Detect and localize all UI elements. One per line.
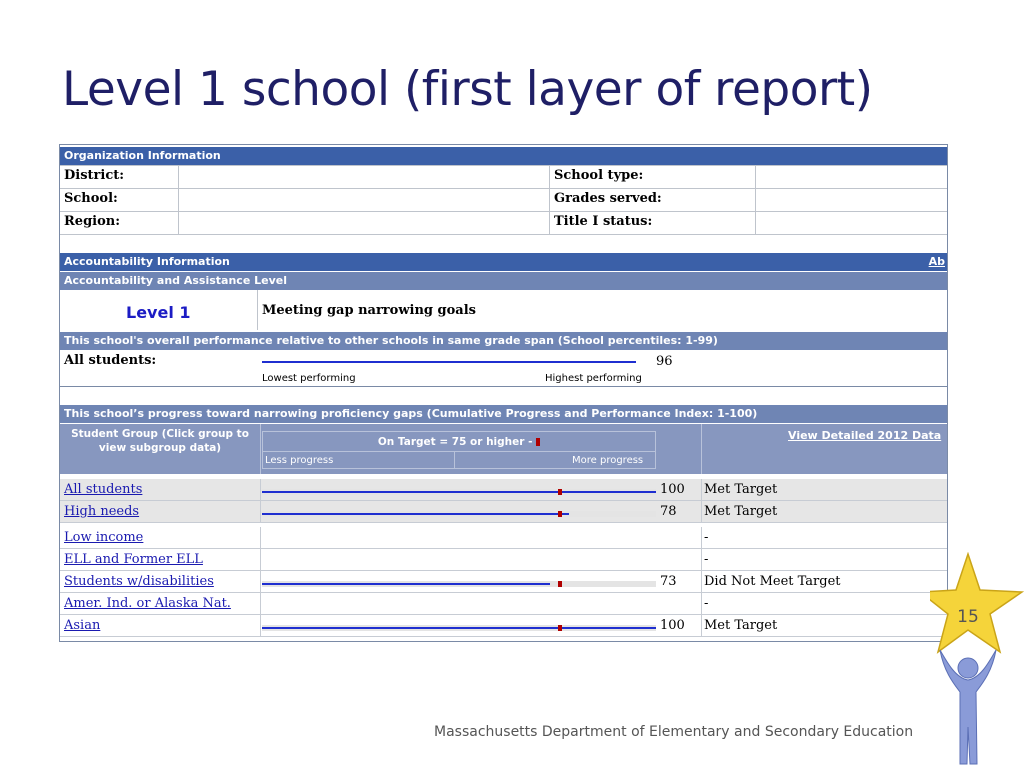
performance-value: 96 — [656, 354, 673, 369]
footer: Massachusetts Department of Elementary and Secondary Education — [434, 724, 914, 740]
district-label: District: — [64, 168, 125, 183]
school-label: School: — [64, 191, 118, 206]
progress-bar-track — [262, 489, 656, 495]
target-marker — [558, 581, 562, 587]
performance-header: This school's overall performance relative to other schools in same grade span (School percentiles: 1-99) — [60, 332, 947, 350]
progress-bar-track — [262, 511, 656, 517]
org-info-header: Organization Information — [60, 147, 947, 165]
student-group-link[interactable]: Asian — [64, 618, 101, 633]
accountability-level-header: Accountability and Assistance Level — [60, 272, 947, 290]
progress-bar-fill — [262, 583, 550, 585]
school-type-label: School type: — [554, 168, 644, 183]
progress-header: This school’s progress toward narrowing proficiency gaps (Cumulative Progress and Performance Index: 1-100) — [60, 405, 947, 423]
on-target-label: On Target = 75 or higher - — [262, 435, 656, 449]
target-marker — [558, 489, 562, 495]
table-row — [60, 593, 947, 615]
star-figure-logo — [930, 552, 1024, 768]
about-link[interactable]: Ab — [928, 255, 945, 268]
progress-bar-track — [262, 581, 656, 587]
table-row — [60, 479, 947, 501]
table-row — [60, 549, 947, 571]
highest-performing-label: Highest performing — [545, 373, 642, 384]
title-i-status-label: Title I status: — [554, 214, 653, 229]
table-row — [60, 615, 947, 637]
target-marker-legend — [536, 438, 540, 446]
target-status: - — [704, 552, 709, 567]
target-marker — [558, 511, 562, 517]
target-status: Did Not Meet Target — [704, 574, 841, 589]
less-progress-label: Less progress — [265, 455, 334, 466]
progress-bar-fill — [262, 491, 656, 493]
target-status: - — [704, 596, 709, 611]
performance-bar — [262, 361, 636, 363]
view-detailed-data-link[interactable]: View Detailed 2012 Data — [788, 429, 942, 442]
progress-bar-fill — [262, 627, 656, 629]
slide-title: Level 1 school (first layer of report) — [62, 62, 873, 117]
target-status: Met Target — [704, 504, 778, 519]
cppi-value: 73 — [660, 574, 677, 589]
cppi-value: 100 — [660, 618, 685, 633]
student-group-link[interactable]: Students w/disabilities — [64, 574, 214, 589]
target-status: Met Target — [704, 482, 778, 497]
student-group-link[interactable]: ELL and Former ELL — [64, 552, 203, 567]
accountability-info-header: Accountability Information Ab — [60, 253, 947, 271]
student-group-link[interactable]: Low income — [64, 530, 144, 545]
page-number: 15 — [957, 607, 979, 627]
progress-bar-fill — [262, 513, 569, 515]
star-icon — [930, 554, 1022, 652]
more-progress-label: More progress — [572, 455, 644, 466]
target-status: - — [704, 530, 709, 545]
all-students-label: All students: — [64, 353, 157, 368]
person-figure-icon — [940, 650, 996, 764]
grades-served-label: Grades served: — [554, 191, 662, 206]
target-marker — [558, 625, 562, 631]
target-status: Met Target — [704, 618, 778, 633]
student-group-link[interactable]: All students — [64, 482, 143, 497]
table-row — [60, 571, 947, 593]
table-row — [60, 527, 947, 549]
cppi-value: 100 — [660, 482, 685, 497]
table-row — [60, 501, 947, 523]
lowest-performing-label: Lowest performing — [262, 373, 356, 384]
student-group-link[interactable]: High needs — [64, 504, 140, 519]
region-label: Region: — [64, 214, 121, 229]
accountability-level: Level 1 — [126, 303, 191, 322]
progress-bar-track — [262, 625, 656, 631]
student-group-link[interactable]: Amer. Ind. or Alaska Nat. — [64, 596, 231, 611]
school-report — [59, 144, 948, 642]
cppi-value: 78 — [660, 504, 677, 519]
student-group-header: Student Group (Click group to view subgroup data) — [71, 428, 249, 454]
level-description: Meeting gap narrowing goals — [262, 303, 476, 318]
